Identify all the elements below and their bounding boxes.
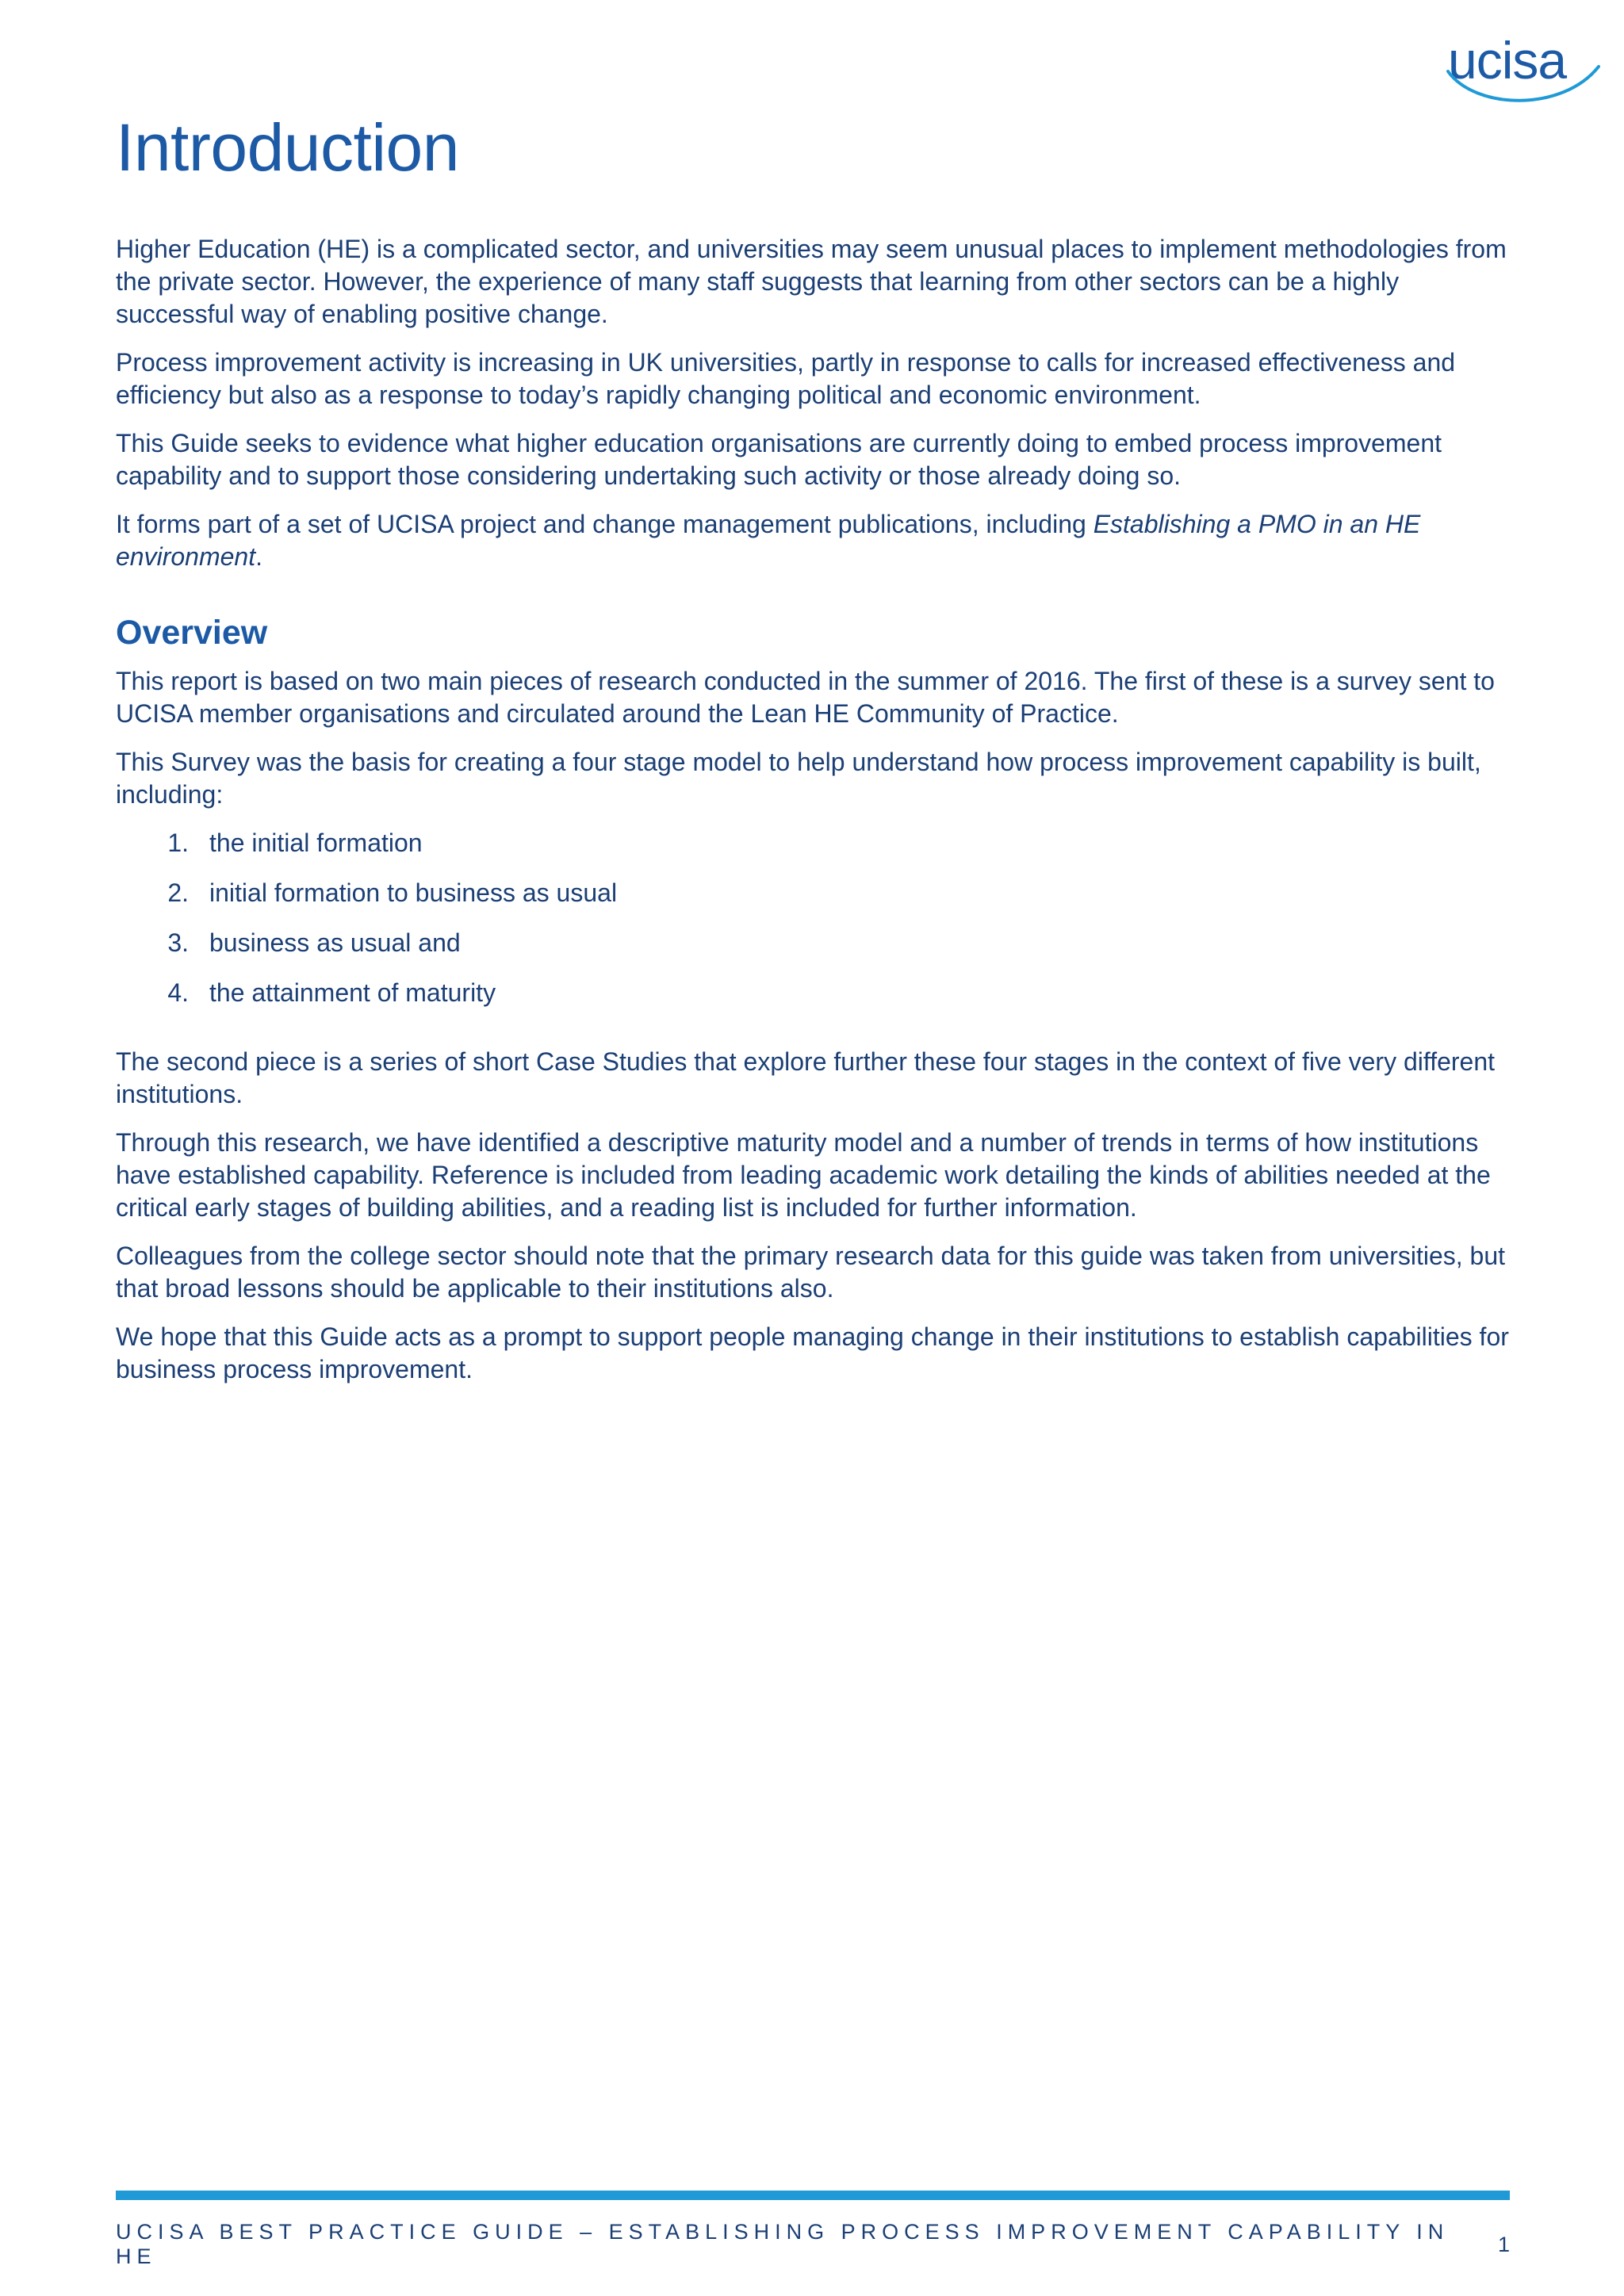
overview-heading: Overview: [116, 614, 268, 652]
overview-paragraph-4: Through this research, we have identified a descriptive maturity model and a number of trends in terms of how institutions have established capability. Reference is included from leading academic work detailing the kinds of abilities needed at the critical early stages of building abilities, and a reading list is included for further information.: [116, 1128, 1491, 1222]
intro-paragraph-2: Process improvement activity is increasing in UK universities, partly in response to calls for increased effectiveness and efficiency but also as a response to today’s rapidly changing political and economic environment.: [116, 348, 1456, 409]
list-item: [116, 977, 1511, 1027]
list-item: [116, 877, 1511, 927]
logo-wordmark: ucisa: [1448, 31, 1567, 90]
footer: [116, 2220, 1510, 2269]
list-text: initial formation to business as usual: [209, 878, 618, 907]
ucisa-logo: [1443, 29, 1602, 108]
body-content: [116, 233, 1511, 1402]
intro-paragraph-4: [116, 508, 1511, 573]
list-number: 4.: [167, 978, 189, 1007]
list-text: the attainment of maturity: [209, 978, 496, 1007]
page-number: 1: [1497, 2232, 1510, 2256]
intro-paragraph-3: This Guide seeks to evidence what higher education organisations are currently doing to embed process improvement capability and to support those considering undertaking such activity or those already doing so.: [116, 429, 1442, 490]
list-number: 1.: [167, 828, 189, 857]
overview-paragraph-5: Colleagues from the college sector should note that the primary research data for this guide was taken from universities, but that broad lessons should be applicable to their institutions also.: [116, 1242, 1506, 1303]
overview-paragraph-2: This Survey was the basis for creating a four stage model to help understand how process improvement capability is built, including:: [116, 748, 1481, 809]
list-number: 3.: [167, 928, 189, 957]
list-text: business as usual and: [209, 928, 461, 957]
overview-paragraph-6: We hope that this Guide acts as a prompt to support people managing change in their institutions to establish capabilities for business process improvement.: [116, 1322, 1509, 1383]
list-item: [116, 827, 1511, 877]
overview-paragraph-3: The second piece is a series of short Case Studies that explore further these four stages in the context of five very different institutions.: [116, 1047, 1496, 1108]
intro-paragraph-4-text: It forms part of a set of UCISA project and change management publications, including: [116, 510, 1094, 538]
intro-paragraph-1: Higher Education (HE) is a complicated sector, and universities may seem unusual places to implement methodologies from the private sector. However, the experience of many staff suggests that learning from other sectors can be a highly successful way of enabling positive change.: [116, 235, 1507, 328]
overview-paragraph-1: This report is based on two main pieces of research conducted in the summer of 2016. The first of these is a survey sent to UCISA member organisations and circulated around the Lean HE Community of Practice.: [116, 667, 1495, 728]
stage-list: [116, 827, 1511, 1027]
publication-title: Establishing a PMO in an HE environment: [116, 510, 1421, 571]
logo-swoosh-icon: [1443, 60, 1602, 108]
footer-rule: [116, 2191, 1510, 2200]
list-number: 2.: [167, 878, 189, 907]
intro-paragraph-4-tail: .: [255, 542, 262, 571]
footer-title: UCISA BEST PRACTICE GUIDE – ESTABLISHING PROCESS IMPROVEMENT CAPABILITY IN HE: [116, 2220, 1450, 2268]
list-item: [116, 927, 1511, 977]
list-text: the initial formation: [209, 828, 423, 857]
page-title: Introduction: [116, 110, 459, 185]
